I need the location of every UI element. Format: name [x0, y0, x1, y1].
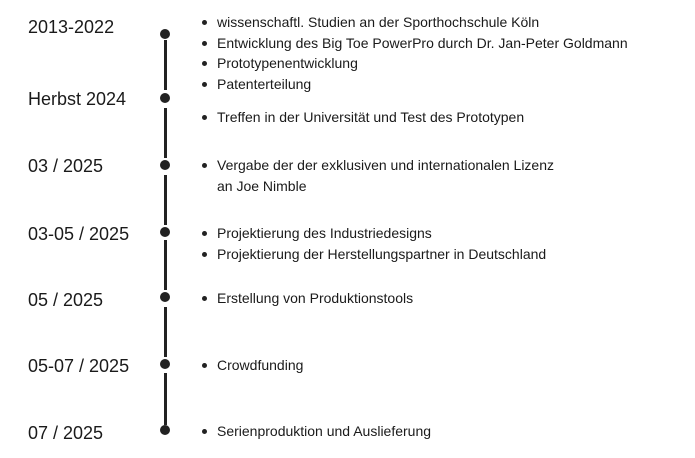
timeline-date: Herbst 2024 [28, 89, 127, 109]
timeline-date: 05 / 2025 [28, 290, 104, 310]
timeline-dot [160, 227, 170, 237]
timeline-dot [160, 359, 170, 369]
timeline-item: Entwicklung des Big Toe PowerPro durch Dr. Jan-Peter Goldmann [200, 33, 628, 54]
timeline-item: Patenterteilung [200, 74, 628, 95]
timeline-item: Projektierung des Industriedesigns [200, 223, 546, 244]
timeline-dot [160, 292, 170, 302]
timeline-dot [160, 29, 170, 39]
timeline-date: 07 / 2025 [28, 423, 104, 443]
timeline-item: Serienproduktion und Auslieferung [200, 421, 431, 442]
timeline-dot [160, 425, 170, 435]
timeline-dot [160, 93, 170, 103]
timeline-item: Prototypenentwicklung [200, 53, 628, 74]
timeline-item-list [200, 355, 303, 376]
timeline-item: Treffen in der Universität und Test des Prototypen [200, 107, 524, 128]
timeline-connector [164, 373, 167, 425]
timeline-item-list [200, 155, 562, 196]
timeline-date: 05-07 / 2025 [28, 356, 130, 376]
timeline-connector [164, 240, 167, 290]
timeline-dot [160, 160, 170, 170]
timeline-connector [164, 307, 167, 357]
timeline-item: Projektierung der Herstellungspartner in Deutschland [200, 244, 546, 265]
timeline-date: 03-05 / 2025 [28, 224, 130, 244]
timeline-item: wissenschaftl. Studien an der Sporthochschule Köln [200, 12, 628, 33]
timeline-item-list [200, 12, 628, 94]
timeline-item-list [200, 223, 546, 264]
timeline-item-list [200, 288, 413, 309]
timeline-item: Erstellung von Produktionstools [200, 288, 413, 309]
timeline-date: 03 / 2025 [28, 156, 104, 176]
timeline-item-list [200, 421, 431, 442]
timeline-date: 2013-2022 [28, 17, 115, 37]
timeline-connector [164, 40, 167, 90]
timeline-item: Vergabe der der exklusiven und internationalen Lizenz an Joe Nimble [200, 155, 562, 196]
timeline-item: Crowdfunding [200, 355, 303, 376]
timeline-connector [164, 108, 167, 158]
timeline-connector [164, 175, 167, 225]
timeline-item-list [200, 107, 524, 128]
